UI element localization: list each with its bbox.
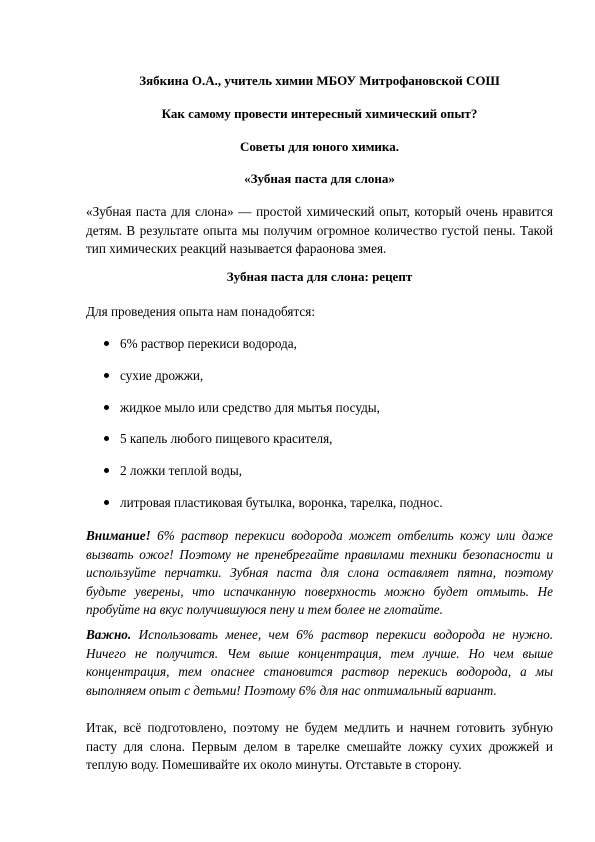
bullet-icon xyxy=(104,405,109,410)
author-line: Зябкина О.А., учитель химии МБОУ Митрофановской СОШ xyxy=(139,73,500,88)
warning-text: 6% раствор перекиси водорода может отбелить кожу или даже вызвать ожог! Поэтому не пренебрегайте правилами техники безопасности и используйте перчатки. Зубная паста для слона оставляет пятна, поэтому будьте уверены, что испачканную поверхность можно будет отмыть. Не пробуйте на вкус получившуюся пену и тем более не глотайте. xyxy=(86,528,553,617)
bullet-icon xyxy=(104,436,109,441)
bullet-icon xyxy=(104,500,109,505)
document-page: Зябкина О.А., учитель химии МБОУ Митрофановской СОШ Как самому провести интересный химический опыт? Советы для юного химика. «Зубная паста для слона» «Зубная паста для слона» — простой химический опыт, который очень нравится детям. В результате опыта мы получим огромное количество густой пены. Такой тип химических реакций называется фараонова змея. Зубная паста для слона: рецепт Для проведения опыта нам понадобятся: 6% раствор перекиси водорода, сухие дрожжи, жидкое мыло или средство для мытья посуды, 5 капель любого пищевого красителя, 2 ложки теплой воды, литровая пластиковая бутылка, воронка, тарелка, поднос. Внимание! 6% раствор перекиси водорода может отбелить кожу или даже вызвать ожог! Поэтому не пренебрегайте правилами техники безопасности и используйте перчатки. Зубная паста для слона оставляет пятна, поэтому будьте уверены, что испачканную поверхность можно будет отмыть. Не пробуйте на вкус получившуюся пену и тем более не глотайте. Важно. Использовать менее, чем 6% раствор перекиси водорода не нужно. Ничего не получится. Чем выше концентрация, тем лучше. Но чем выше концентрация, тем опаснее становится раствор перекись водорода, а мы выполняем опыт с детьми! Поэтому 6% для нас оптимальный вариант. Итак, всё подготовлено, поэтому не будем медлить и начнем готовить зубную пасту для слона. Первым делом в тарелке смешайте ложку сухих дрожжей и теплую воду. Помешивайте их около минуты. Отставьте в сторону. xyxy=(0,0,595,842)
bullet-icon xyxy=(104,373,109,378)
topic-heading: «Зубная паста для слона» xyxy=(244,171,395,186)
warning-paragraph xyxy=(86,527,553,620)
intro-paragraph: «Зубная паста для слона» — простой химический опыт, который очень нравится детям. В результате опыта мы получим огромное количество густой пены. Такой тип химических реакций называется фараонова змея. xyxy=(86,204,553,256)
question-heading: Как самому провести интересный химический опыт? xyxy=(161,106,478,121)
outro-paragraph: Итак, всё подготовлено, поэтому не будем медлить и начнем готовить зубную пасту для слона. Первым делом в тарелке смешайте ложку сухих дрожжей и теплую воду. Помешивайте их около минуты. Отставьте в сторону. xyxy=(86,720,553,772)
recipe-heading: Зубная паста для слона: рецепт xyxy=(226,269,413,284)
bullet-icon xyxy=(104,341,109,346)
recipe-lead: Для проведения опыта нам понадобятся: xyxy=(86,304,316,319)
important-text: Использовать менее, чем 6% раствор перекиси водорода не нужно. Ничего не получится. Чем выше концентрация, тем лучше. Но чем выше концентрация, тем опаснее становится раствор перекись водорода, а мы выполняем опыт с детьми! Поэтому 6% для нас оптимальный вариант. xyxy=(86,627,553,698)
important-label: Важно. xyxy=(86,627,132,642)
warning-label: Внимание! xyxy=(86,528,151,543)
important-paragraph xyxy=(86,626,553,700)
advice-heading: Советы для юного химика. xyxy=(240,139,399,154)
bullet-icon xyxy=(104,468,109,473)
